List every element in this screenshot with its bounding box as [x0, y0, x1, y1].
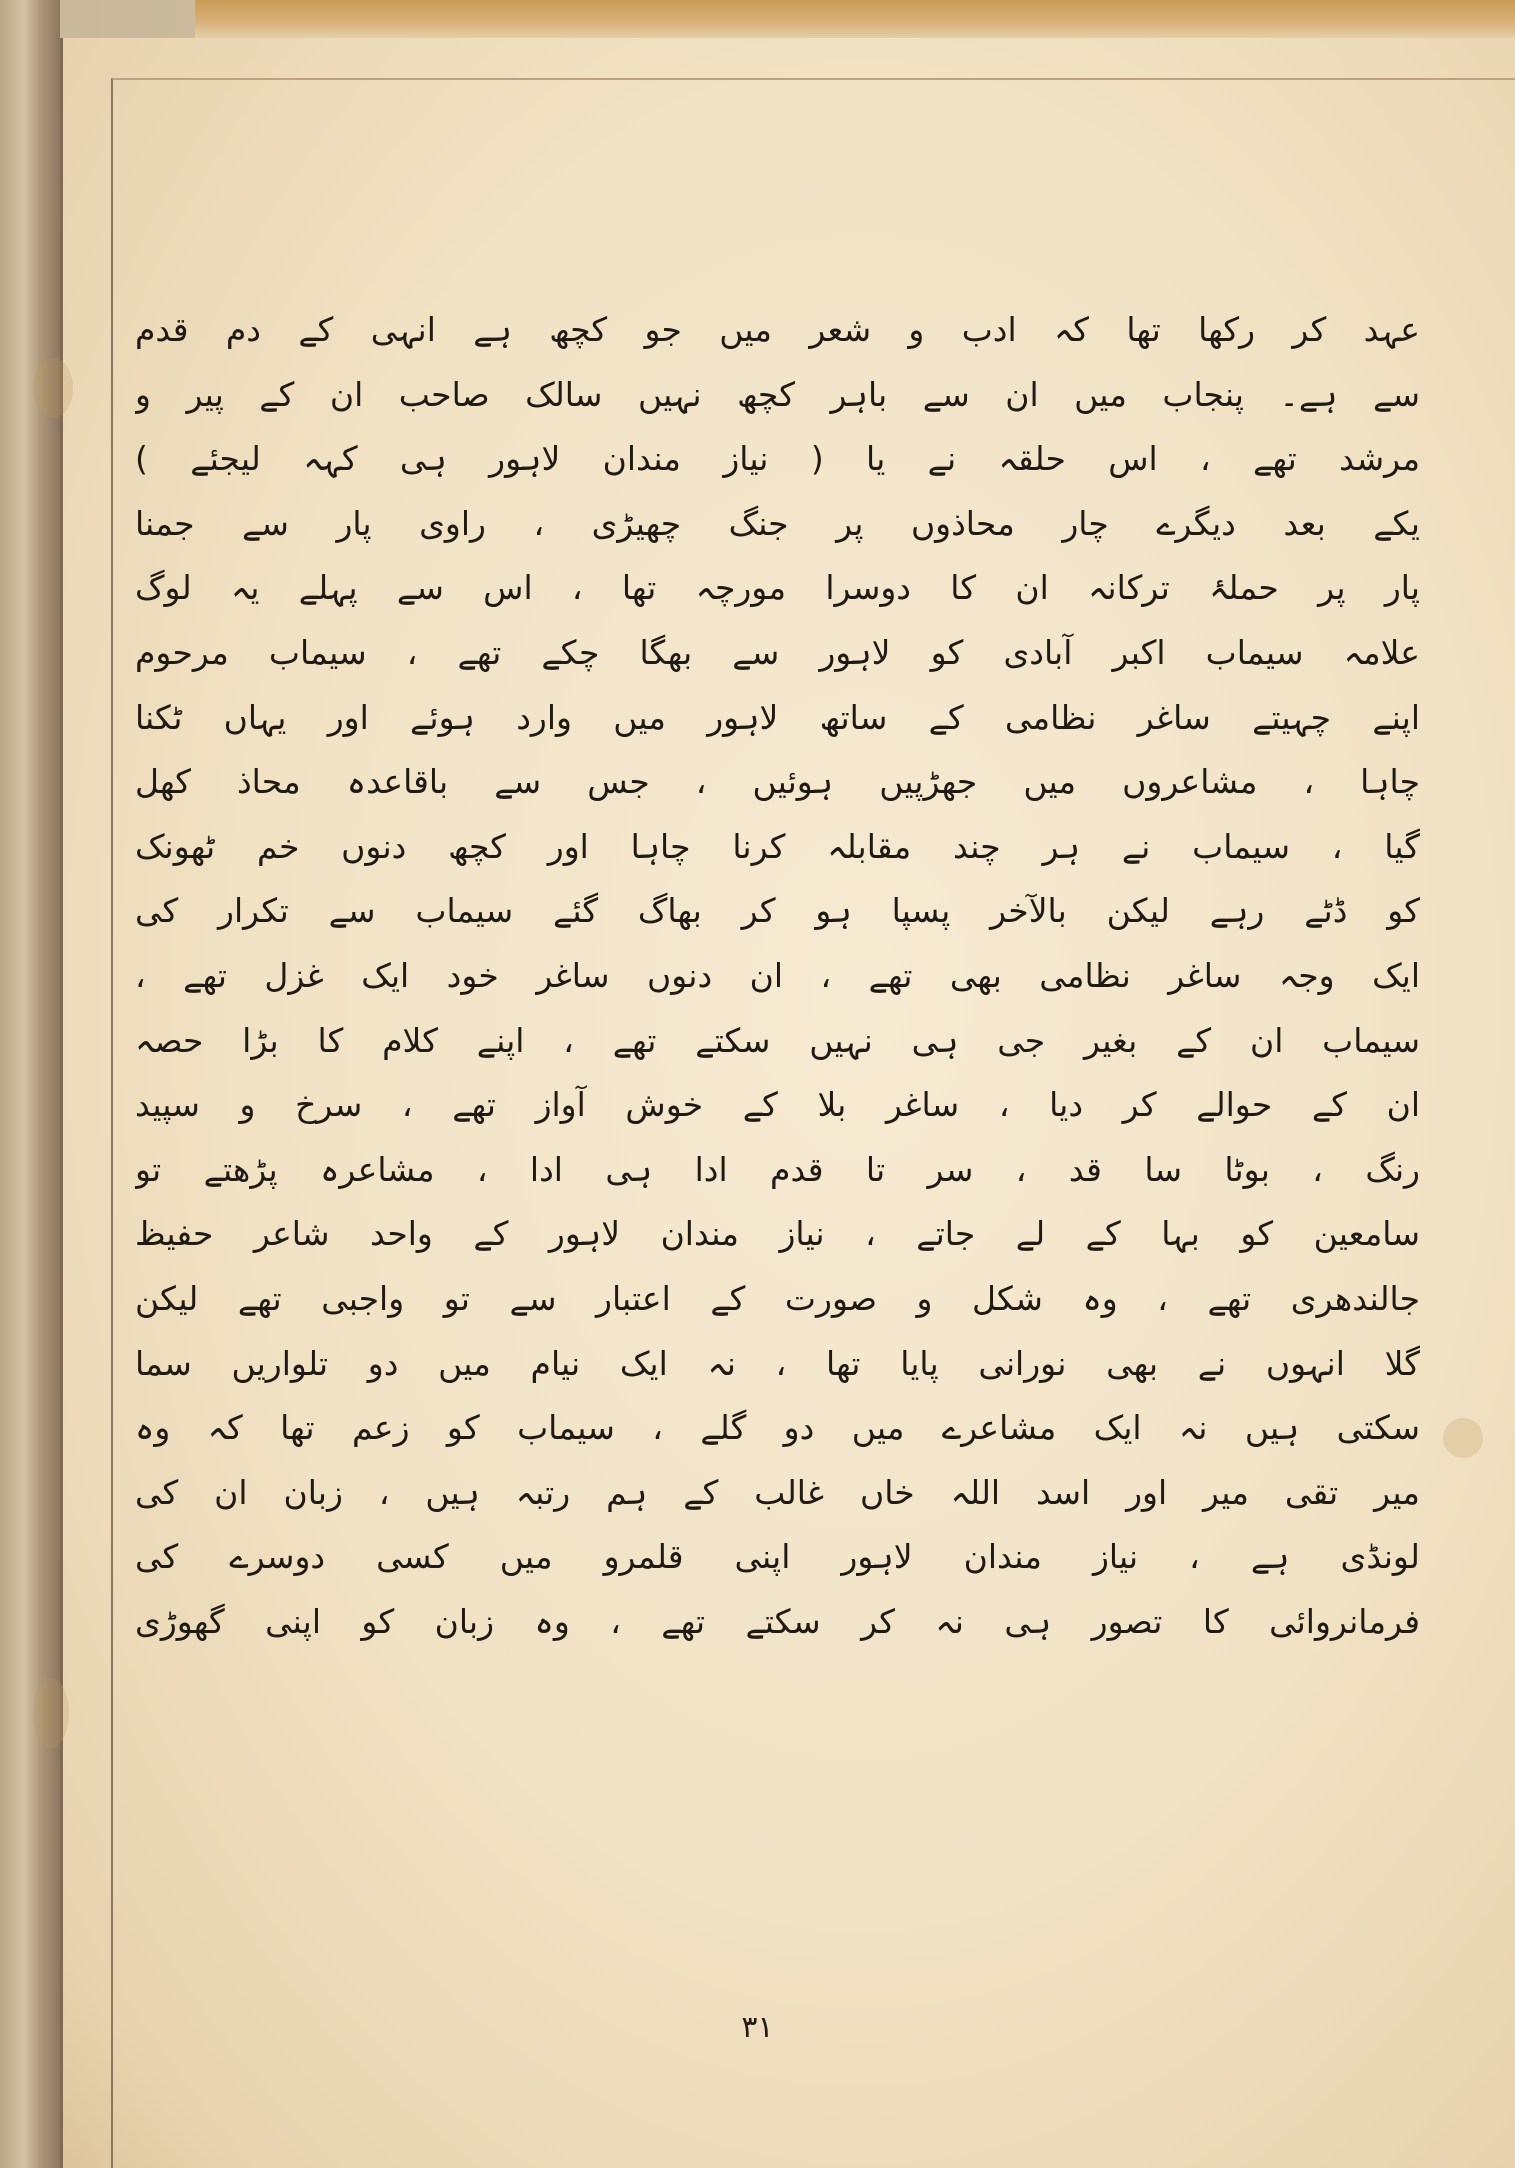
text-line: پار پر حملۂ ترکانہ ان کا دوسرا مورچہ تھا ، اس سے پہلے یہ لوگ — [135, 568, 1420, 608]
text-line: جالندھری تھے ، وہ شکل و صورت کے اعتبار سے تو واجبی تھے لیکن — [135, 1278, 1420, 1318]
text-line: سامعین کو بہا کے لے جاتے ، نیاز مندان لاہور کے واحد شاعر حفیظ — [135, 1214, 1420, 1254]
text-line: علامہ سیماب اکبر آبادی کو لاہور سے بھگا چکے تھے ، سیماب مرحوم — [135, 632, 1420, 672]
text-line: مرشد تھے ، اس حلقہ نے یا ( نیاز مندان لاہور ہی کہہ لیجئے ) — [135, 439, 1420, 479]
text-line: ایک وجہ ساغر نظامی بھی تھے ، ان دنوں ساغر خود ایک غزل تھے ، — [135, 955, 1420, 995]
text-line: یکے بعد دیگرے چار محاذوں پر جنگ چھیڑی ، راوی پار سے جمنا — [135, 503, 1420, 543]
text-line: فرمانروائی کا تصور ہی نہ کر سکتے تھے ، وہ زبان کو اپنی گھوڑی — [135, 1601, 1420, 1641]
text-line: سیماب ان کے بغیر جی ہی نہیں سکتے تھے ، اپنے کلام کا بڑا حصہ — [135, 1020, 1420, 1060]
paper-stain — [33, 1678, 69, 1748]
text-line: چاہا ، مشاعروں میں جھڑپیں ہوئیں ، جس سے باقاعدہ محاذ کھل — [135, 762, 1420, 802]
text-line: ان کے حوالے کر دیا ، ساغر بلا کے خوش آواز تھے ، سرخ و سپید — [135, 1085, 1420, 1125]
text-line: سے ہے۔ پنجاب میں ان سے باہر کچھ نہیں سالک صاحب ان کے پیر و — [135, 374, 1420, 414]
page-number: ۳۱ — [741, 2010, 774, 2045]
body-text — [135, 298, 1420, 1654]
text-line: کو ڈٹے رہے لیکن بالآخر پسپا ہو کر بھاگ گئے سیماب سے تکرار کی — [135, 891, 1420, 931]
text-line: گلا انہوں نے بھی نورانی پایا تھا ، نہ ایک نیام میں دو تلواریں سما — [135, 1343, 1420, 1383]
text-line: رنگ ، بوٹا سا قد ، سر تا قدم ادا ہی ادا ، مشاعرہ پڑھتے تو — [135, 1149, 1420, 1189]
text-line: اپنے چہیتے ساغر نظامی کے ساتھ لاہور میں وارد ہوئے اور یہاں ٹکنا — [135, 697, 1420, 737]
text-line: گیا ، سیماب نے ہر چند مقابلہ کرنا چاہا اور کچھ دنوں خم ٹھونک — [135, 826, 1420, 866]
text-line: عہد کر رکھا تھا کہ ادب و شعر میں جو کچھ ہے انہی کے دم قدم — [135, 310, 1420, 349]
text-line: لونڈی ہے ، نیاز مندان لاہور اپنی قلمرو میں کسی دوسرے کی — [135, 1537, 1420, 1577]
paper-stain — [33, 358, 73, 418]
text-line: سکتی ہیں نہ ایک مشاعرے میں دو گلے ، سیماب کو زعم تھا کہ وہ — [135, 1408, 1420, 1448]
page-top-edge — [195, 0, 1515, 38]
text-line: میر تقی میر اور اسد اللہ خاں غالب کے ہم رتبہ ہیں ، زبان ان کی — [135, 1472, 1420, 1512]
book-spine-edge — [0, 0, 60, 2168]
paper-stain — [1443, 1418, 1483, 1458]
